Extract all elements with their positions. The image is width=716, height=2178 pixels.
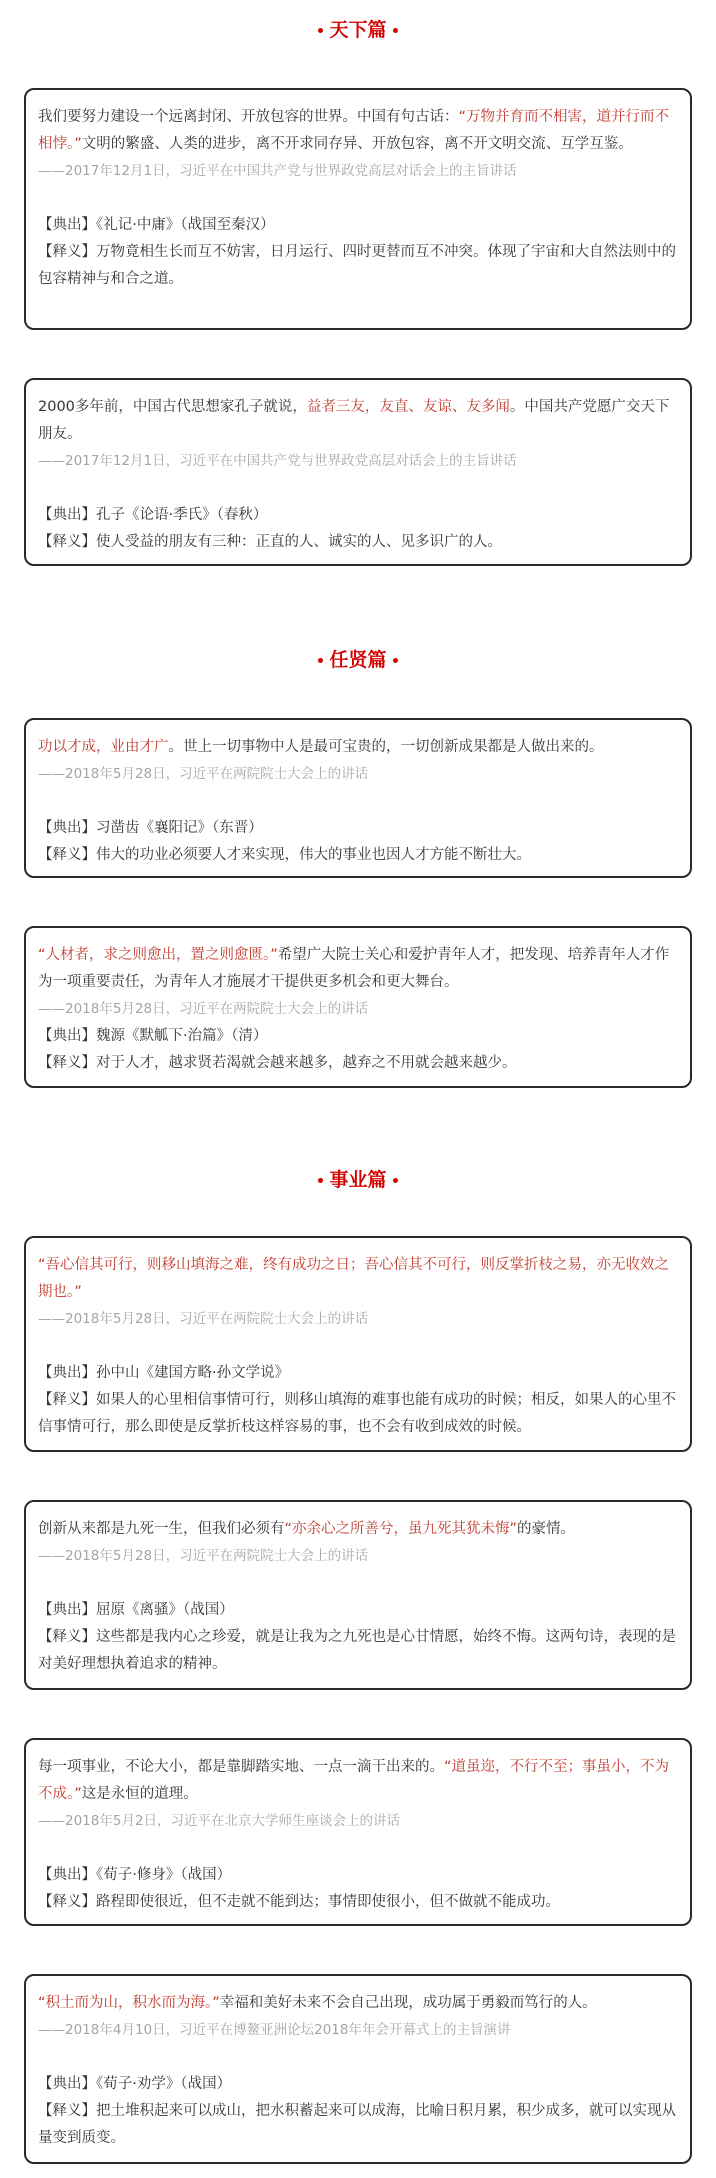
source-line: ——2017年12月1日，习近平在中国共产党与世界政党高层对话会上的主旨讲话 bbox=[38, 453, 517, 469]
origin-line: 【典出】《礼记·中庸》（战国至秦汉） bbox=[38, 217, 275, 233]
quote-text: 功以才成，业由才广 bbox=[38, 739, 169, 755]
card-body: “积土而为山，积水而为海。”幸福和美好未来不会自己出现，成功属于勇毅而笃行的人。 bbox=[38, 1995, 597, 2011]
explanation-line: 【释义】这些都是我内心之珍爱，就是让我为之九死也是心甘情愿，始终不悔。这两句诗，表现的是对美好理想执着追求的精神。 bbox=[38, 1629, 676, 1672]
explanation-line: 【释义】伟大的功业必须要人才来实现，伟大的事业也因人才方能不断壮大。 bbox=[38, 847, 531, 863]
explanation-line: 【释义】万物竟相生长而互不妨害，日月运行、四时更替而互不冲突。体现了宇宙和大自然法则中的包容精神与和合之道。 bbox=[38, 244, 676, 287]
origin-line: 【典出】习凿齿《襄阳记》（东晋） bbox=[38, 820, 263, 836]
source-line: ——2018年5月28日，习近平在两院院士大会上的讲话 bbox=[38, 1548, 369, 1564]
quote-text: 益者三友，友直、友谅、友多闻 bbox=[306, 399, 510, 415]
source-line: ——2018年5月2日，习近平在北京大学师生座谈会上的讲话 bbox=[38, 1813, 401, 1829]
quote-text: “吾心信其可行，则移山填海之难，终有成功之日；吾心信其不可行，则反掌折枝之易，亦无收效之期也。” bbox=[38, 1257, 670, 1300]
quote-text: “人材者，求之则愈出，置之则愈匮。” bbox=[38, 947, 278, 963]
origin-line: 【典出】《荀子·劝学》（战国） bbox=[38, 2076, 232, 2092]
card-body: 功以才成，业由才广。世上一切事物中人是最可宝贵的，一切创新成果都是人做出来的。 bbox=[38, 739, 604, 755]
quote-text: “道虽迩，不行不至；事虽小，不为不成。” bbox=[38, 1759, 670, 1802]
bullet-dot-icon bbox=[393, 658, 398, 663]
quote-card bbox=[24, 1500, 692, 1690]
origin-line: 【典出】魏源《默觚下·治篇》（清） bbox=[38, 1028, 268, 1044]
bullet-dot-icon bbox=[318, 28, 323, 33]
origin-line: 【典出】屈原《离骚》（战国） bbox=[38, 1602, 234, 1618]
source-line: ——2018年4月10日，习近平在博鳌亚洲论坛2018年年会开幕式上的主旨演讲 bbox=[38, 2022, 511, 2038]
quote-text: “万物并育而不相害，道并行而不相悖。” bbox=[38, 109, 670, 152]
quote-card bbox=[24, 88, 692, 330]
source-line: ——2018年5月28日，习近平在两院院士大会上的讲话 bbox=[38, 1001, 369, 1017]
bullet-dot-icon bbox=[318, 658, 323, 663]
bullet-dot-icon bbox=[393, 28, 398, 33]
explanation-line: 【释义】把土堆积起来可以成山，把水积蓄起来可以成海，比喻日积月累，积少成多，就可以实现从量变到质变。 bbox=[38, 2103, 676, 2146]
source-line: ——2017年12月1日，习近平在中国共产党与世界政党高层对话会上的主旨讲话 bbox=[38, 163, 517, 179]
quote-card bbox=[24, 1974, 692, 2164]
section-title-renxian: 任贤篇 bbox=[0, 646, 716, 674]
quote-card bbox=[24, 926, 692, 1088]
origin-line: 【典出】孙中山《建国方略·孙文学说》 bbox=[38, 1365, 290, 1381]
quote-card bbox=[24, 1738, 692, 1926]
explanation-line: 【释义】使人受益的朋友有三种：正直的人、诚实的人、见多识广的人。 bbox=[38, 534, 502, 550]
section-title-shiye: 事业篇 bbox=[0, 1166, 716, 1194]
explanation-line: 【释义】路程即使很近，但不走就不能到达；事情即使很小，但不做就不能成功。 bbox=[38, 1894, 560, 1910]
card-body: 创新从来都是九死一生，但我们必须有“亦余心之所善兮，虽九死其犹未悔”的豪情。 bbox=[38, 1521, 576, 1537]
source-line: ——2018年5月28日，习近平在两院院士大会上的讲话 bbox=[38, 1311, 369, 1327]
bullet-dot-icon bbox=[318, 1178, 323, 1183]
explanation-line: 【释义】如果人的心里相信事情可行，则移山填海的难事也能有成功的时候；相反，如果人的心里不信事情可行，那么即使是反掌折枝这样容易的事，也不会有收到成效的时候。 bbox=[38, 1392, 676, 1435]
quote-card bbox=[24, 718, 692, 878]
explanation-line: 【释义】对于人才，越求贤若渴就会越来越多，越弃之不用就会越来越少。 bbox=[38, 1055, 517, 1071]
quote-card bbox=[24, 1236, 692, 1452]
card-body: 2000多年前，中国古代思想家孔子就说，益者三友，友直、友谅、友多闻。中国共产党愿广交天下朋友。 bbox=[38, 399, 670, 442]
card-body bbox=[38, 1252, 678, 1306]
quote-card bbox=[24, 378, 692, 566]
origin-line: 【典出】孔子《论语·季氏》（春秋） bbox=[38, 507, 268, 523]
source-line: ——2018年5月28日，习近平在两院院士大会上的讲话 bbox=[38, 766, 369, 782]
quote-text: “亦余心之所善兮，虽九死其犹未悔” bbox=[284, 1521, 518, 1537]
bullet-dot-icon bbox=[393, 1178, 398, 1183]
origin-line: 【典出】《荀子·修身》（战国） bbox=[38, 1867, 232, 1883]
card-body: 我们要努力建设一个远离封闭、开放包容的世界。中国有句古话：“万物并育而不相害，道并行而不相悖。”文明的繁盛、人类的进步，离不开求同存异、开放包容，离不开文明交流、互学互鉴。 bbox=[38, 109, 670, 152]
quote-text: “积土而为山，积水而为海。” bbox=[38, 1995, 220, 2011]
section-title-tianxia: 天下篇 bbox=[0, 16, 716, 44]
card-body: 每一项事业，不论大小，都是靠脚踏实地、一点一滴干出来的。“道虽迩，不行不至；事虽小，不为不成。”这是永恒的道理。 bbox=[38, 1759, 670, 1802]
card-body: “人材者，求之则愈出，置之则愈匮。”希望广大院士关心和爱护青年人才，把发现、培养青年人才作为一项重要责任，为青年人才施展才干提供更多机会和更大舞台。 bbox=[38, 947, 670, 990]
